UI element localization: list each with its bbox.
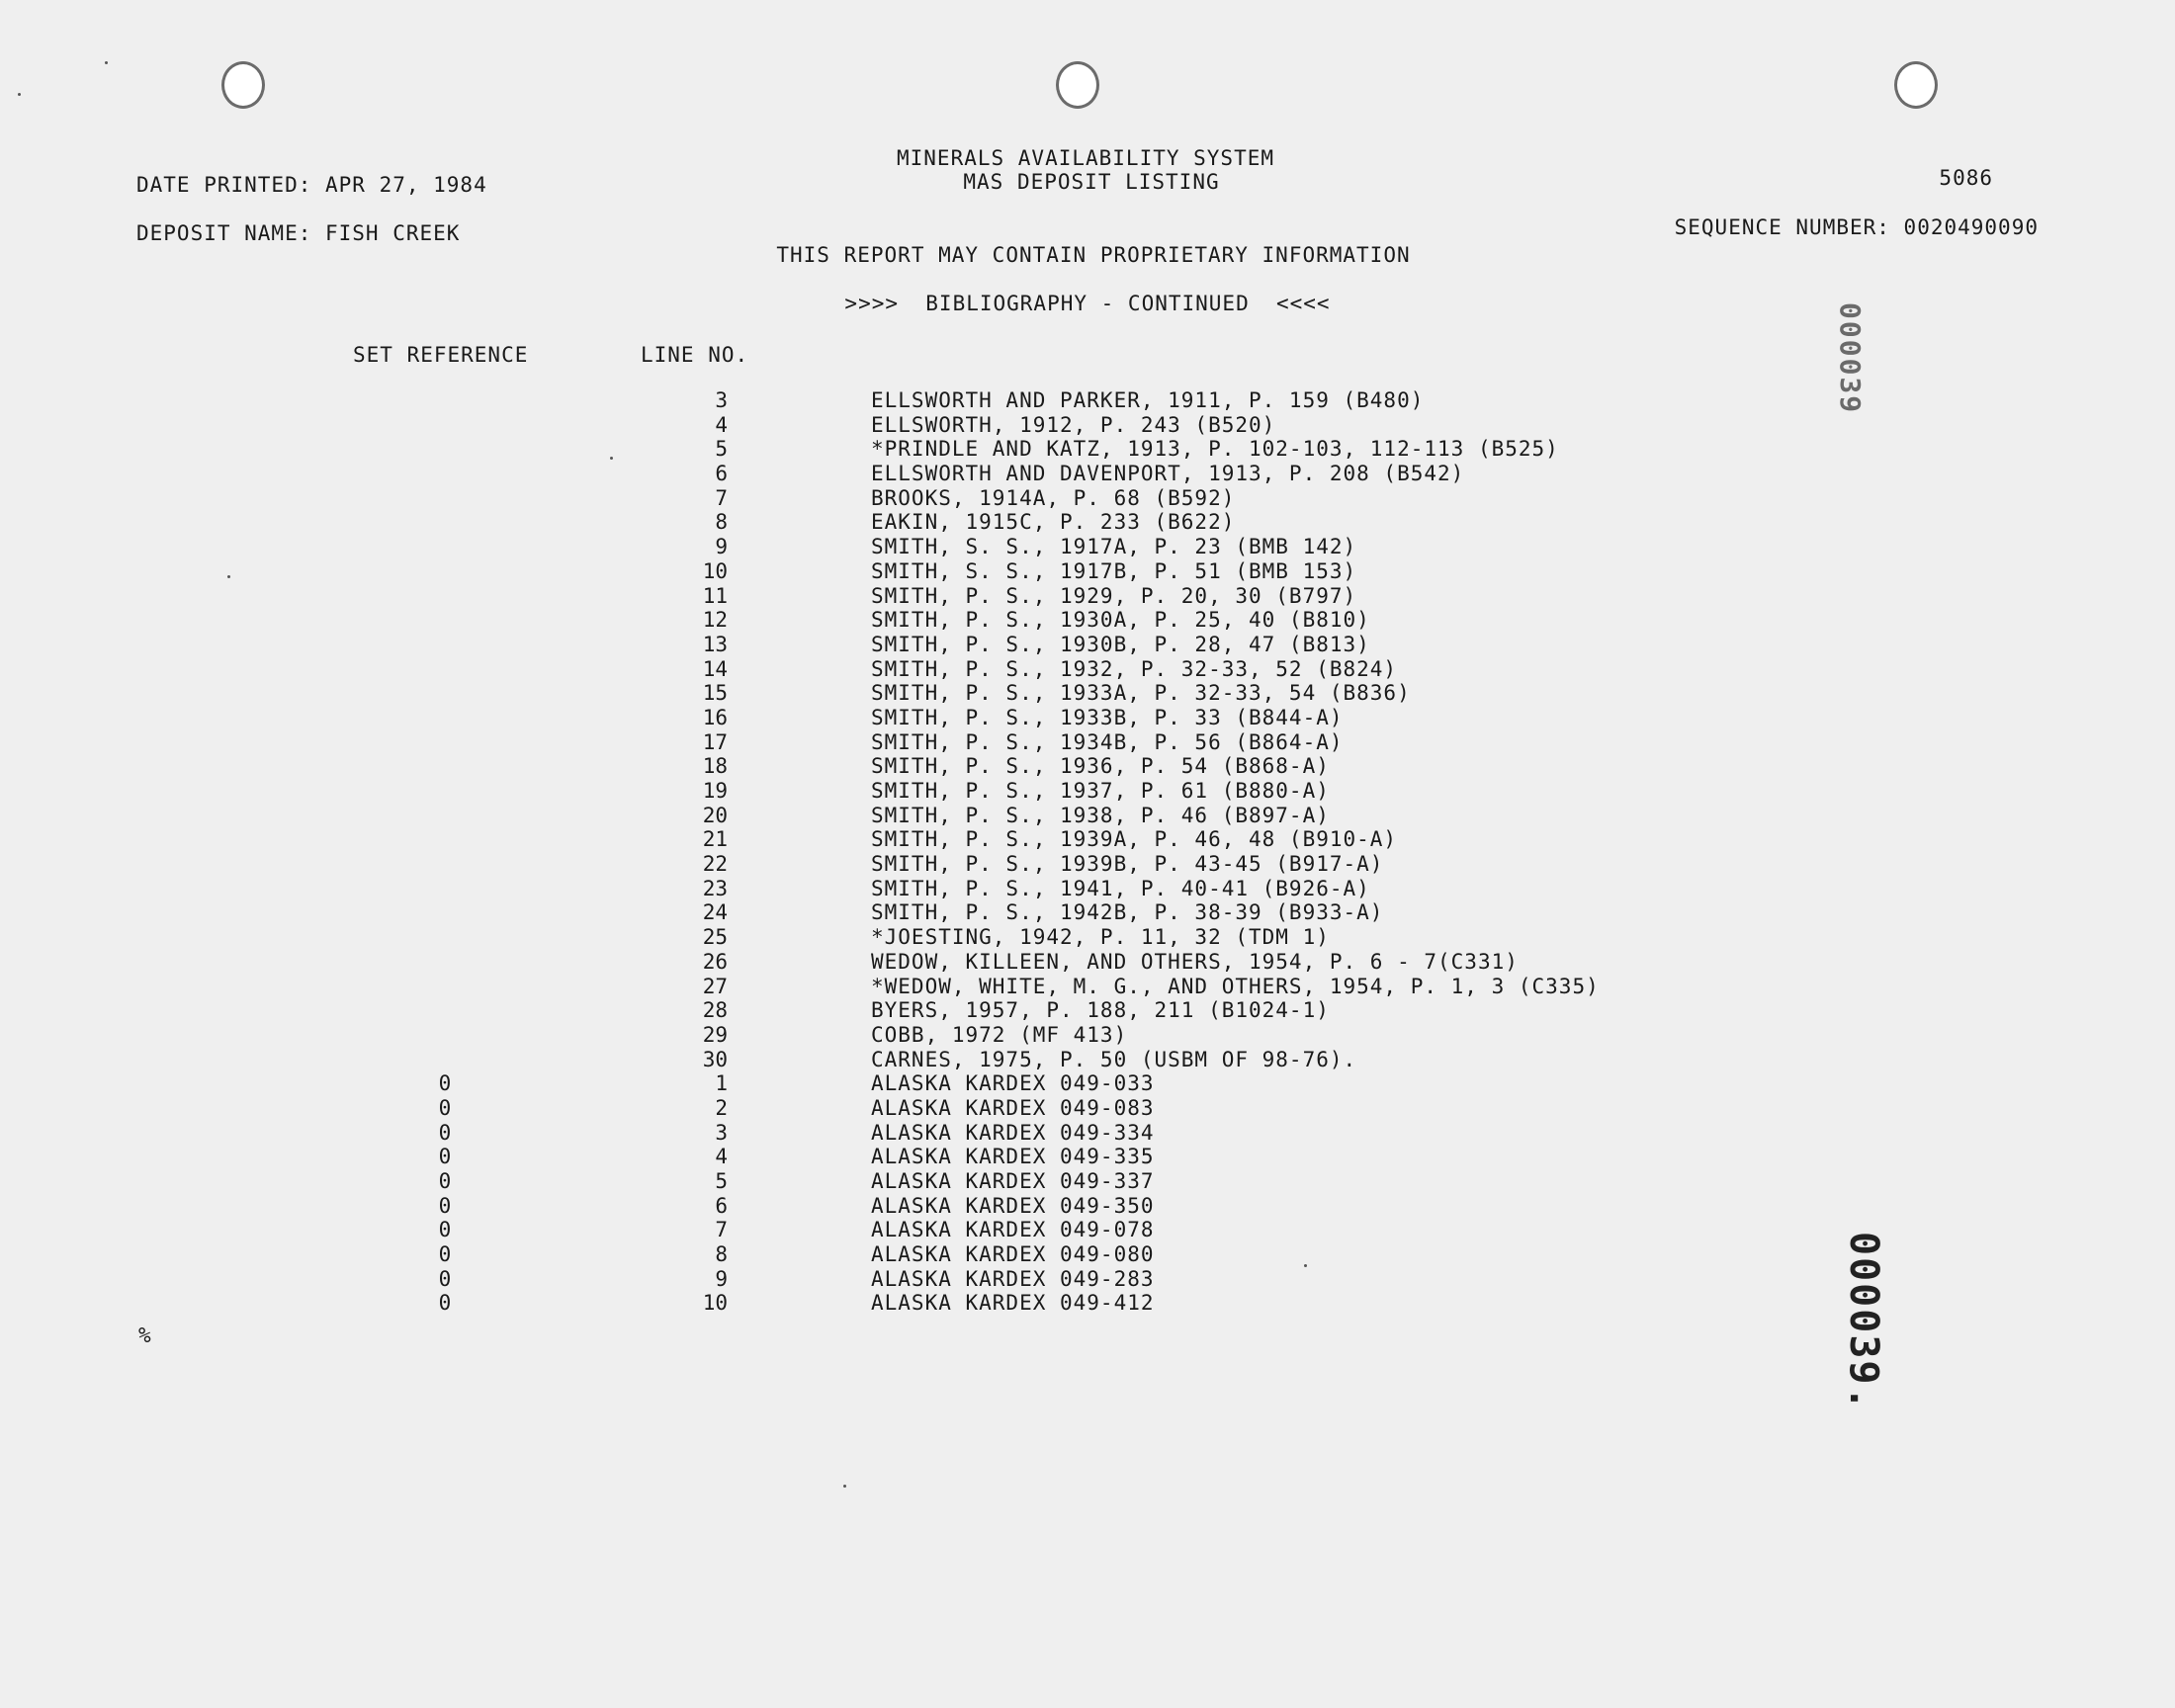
bibliography-table: [0, 388, 2175, 1316]
table-row: [0, 779, 2175, 804]
table-row: [0, 1096, 2175, 1121]
reference-cell: SMITH, P. S., 1929, P. 20, 30 (B797): [871, 583, 1357, 608]
line-number-cell: 7: [715, 1218, 728, 1242]
table-row: [0, 706, 2175, 730]
line-number-cell: 11: [702, 583, 728, 608]
reference-cell: SMITH, P. S., 1930B, P. 28, 47 (B813): [871, 632, 1370, 656]
table-row: [0, 608, 2175, 633]
table-row: [0, 1169, 2175, 1194]
sequence-number: SEQUENCE NUMBER: 0020490090: [1674, 215, 2039, 239]
table-row: [0, 633, 2175, 657]
line-number-cell: 29: [702, 1022, 728, 1047]
line-number-cell: 30: [702, 1047, 728, 1071]
line-number-cell: 12: [702, 608, 728, 633]
reference-cell: SMITH, P. S., 1936, P. 54 (B868-A): [871, 754, 1330, 779]
set-reference-cell: 0: [438, 1120, 452, 1145]
table-row: [0, 1023, 2175, 1048]
table-row: [0, 1048, 2175, 1072]
deposit-name: DEPOSIT NAME: FISH CREEK: [136, 221, 461, 245]
line-number-cell: 5: [715, 437, 728, 462]
set-reference-cell: 0: [438, 1169, 452, 1193]
table-row: [0, 535, 2175, 559]
line-number-cell: 16: [702, 705, 728, 729]
line-number-cell: 17: [702, 729, 728, 754]
line-number-cell: 18: [702, 754, 728, 779]
line-number-cell: 3: [715, 388, 728, 412]
line-number-cell: 28: [702, 998, 728, 1023]
table-row: [0, 877, 2175, 901]
table-row: [0, 437, 2175, 462]
end-mark: %: [138, 1324, 152, 1347]
punch-hole-left: [221, 61, 265, 109]
reference-cell: SMITH, P. S., 1941, P. 40-41 (B926-A): [871, 876, 1370, 900]
line-number-cell: 14: [702, 656, 728, 681]
set-reference-cell: 0: [438, 1145, 452, 1169]
reference-cell: ALASKA KARDEX 049-335: [871, 1145, 1155, 1169]
table-row: [0, 559, 2175, 584]
reference-cell: SMITH, P. S., 1930A, P. 25, 40 (B810): [871, 608, 1370, 633]
line-number-cell: 6: [715, 462, 728, 486]
line-number-cell: 15: [702, 681, 728, 706]
line-number-cell: 27: [702, 974, 728, 998]
reference-cell: WEDOW, KILLEEN, AND OTHERS, 1954, P. 6 - 7(C331): [871, 949, 1519, 974]
line-number-cell: 22: [702, 852, 728, 877]
line-number-cell: 23: [702, 876, 728, 900]
reference-cell: CARNES, 1975, P. 50 (USBM OF 98-76).: [871, 1047, 1357, 1071]
listing-title: MAS DEPOSIT LISTING: [963, 170, 1220, 194]
table-row: [0, 925, 2175, 950]
column-header-line-no: LINE NO.: [641, 343, 749, 367]
set-reference-cell: 0: [438, 1071, 452, 1096]
table-row: [0, 804, 2175, 828]
line-number-cell: 26: [702, 949, 728, 974]
reference-cell: SMITH, P. S., 1937, P. 61 (B880-A): [871, 779, 1330, 803]
table-row: [0, 486, 2175, 511]
reference-cell: *WEDOW, WHITE, M. G., AND OTHERS, 1954, P. 1, 3 (C335): [871, 974, 1600, 998]
reference-cell: SMITH, S. S., 1917A, P. 23 (BMB 142): [871, 535, 1357, 559]
punch-hole-right: [1894, 61, 1938, 109]
table-row: [0, 584, 2175, 609]
table-row: [0, 657, 2175, 682]
reference-cell: SMITH, P. S., 1939B, P. 43-45 (B917-A): [871, 852, 1384, 877]
reference-cell: SMITH, P. S., 1932, P. 32-33, 52 (B824): [871, 656, 1398, 681]
page-code: 5086: [1939, 166, 1993, 190]
table-row: [0, 852, 2175, 877]
proprietary-notice: THIS REPORT MAY CONTAIN PROPRIETARY INFORMATION: [776, 243, 1411, 267]
reference-cell: *PRINDLE AND KATZ, 1913, P. 102-103, 112-113 (B525): [871, 437, 1559, 462]
date-printed: DATE PRINTED: APR 27, 1984: [136, 173, 487, 197]
reference-cell: ALASKA KARDEX 049-083: [871, 1095, 1155, 1120]
table-row: [0, 510, 2175, 535]
table-row: [0, 827, 2175, 852]
punch-hole-center: [1056, 61, 1099, 109]
reference-cell: SMITH, P. S., 1933A, P. 32-33, 54 (B836): [871, 681, 1411, 706]
table-row: [0, 900, 2175, 925]
table-row: [0, 975, 2175, 999]
line-number-cell: 10: [702, 1291, 728, 1316]
reference-cell: ELLSWORTH AND PARKER, 1911, P. 159 (B480): [871, 388, 1425, 412]
reference-cell: ELLSWORTH AND DAVENPORT, 1913, P. 208 (B542): [871, 462, 1465, 486]
table-row: [0, 1121, 2175, 1146]
table-row: [0, 730, 2175, 755]
reference-cell: SMITH, P. S., 1942B, P. 38-39 (B933-A): [871, 900, 1384, 925]
set-reference-cell: 0: [438, 1193, 452, 1218]
table-row: [0, 413, 2175, 438]
reference-cell: ALASKA KARDEX 049-080: [871, 1242, 1155, 1267]
line-number-cell: 20: [702, 803, 728, 827]
set-reference-cell: 0: [438, 1242, 452, 1267]
table-row: [0, 754, 2175, 779]
reference-cell: ALASKA KARDEX 049-350: [871, 1193, 1155, 1218]
line-number-cell: 25: [702, 925, 728, 950]
system-title: MINERALS AVAILABILITY SYSTEM: [896, 146, 1275, 170]
set-reference-cell: 0: [438, 1095, 452, 1120]
stamp-number-bottom: 000039.: [1841, 1232, 1886, 1412]
reference-cell: SMITH, P. S., 1934B, P. 56 (B864-A): [871, 729, 1344, 754]
reference-cell: ALASKA KARDEX 049-033: [871, 1071, 1155, 1096]
line-number-cell: 19: [702, 779, 728, 803]
line-number-cell: 9: [715, 535, 728, 559]
reference-cell: BYERS, 1957, P. 188, 211 (B1024-1): [871, 998, 1330, 1023]
stamp-number-top: 000039: [1834, 302, 1867, 415]
reference-cell: ALASKA KARDEX 049-078: [871, 1218, 1155, 1242]
line-number-cell: 13: [702, 632, 728, 656]
line-number-cell: 7: [715, 485, 728, 510]
speck: [610, 457, 613, 460]
line-number-cell: 3: [715, 1120, 728, 1145]
reference-cell: EAKIN, 1915C, P. 233 (B622): [871, 510, 1236, 535]
column-header-set-reference: SET REFERENCE: [353, 343, 529, 367]
line-number-cell: 8: [715, 1242, 728, 1267]
speck: [843, 1485, 846, 1488]
line-number-cell: 2: [715, 1095, 728, 1120]
reference-cell: ALASKA KARDEX 049-412: [871, 1291, 1155, 1316]
table-row: [0, 950, 2175, 975]
set-reference-cell: 0: [438, 1266, 452, 1291]
reference-cell: ALASKA KARDEX 049-283: [871, 1266, 1155, 1291]
speck: [227, 575, 230, 578]
table-row: [0, 462, 2175, 486]
line-number-cell: 9: [715, 1266, 728, 1291]
line-number-cell: 8: [715, 510, 728, 535]
line-number-cell: 24: [702, 900, 728, 925]
line-number-cell: 21: [702, 827, 728, 852]
line-number-cell: 4: [715, 1145, 728, 1169]
table-row: [0, 1071, 2175, 1096]
reference-cell: SMITH, P. S., 1938, P. 46 (B897-A): [871, 803, 1330, 827]
speck: [18, 93, 21, 96]
set-reference-cell: 0: [438, 1218, 452, 1242]
line-number-cell: 6: [715, 1193, 728, 1218]
table-row: [0, 1145, 2175, 1169]
reference-cell: *JOESTING, 1942, P. 11, 32 (TDM 1): [871, 925, 1330, 950]
reference-cell: SMITH, P. S., 1933B, P. 33 (B844-A): [871, 705, 1344, 729]
table-row: [0, 681, 2175, 706]
table-row: [0, 998, 2175, 1023]
line-number-cell: 4: [715, 412, 728, 437]
line-number-cell: 1: [715, 1071, 728, 1096]
speck: [1304, 1264, 1307, 1267]
reference-cell: ELLSWORTH, 1912, P. 243 (B520): [871, 412, 1276, 437]
line-number-cell: 10: [702, 558, 728, 583]
reference-cell: ALASKA KARDEX 049-334: [871, 1120, 1155, 1145]
table-row: [0, 1194, 2175, 1219]
set-reference-cell: 0: [438, 1291, 452, 1316]
reference-cell: ALASKA KARDEX 049-337: [871, 1169, 1155, 1193]
line-number-cell: 5: [715, 1169, 728, 1193]
reference-cell: COBB, 1972 (MF 413): [871, 1022, 1128, 1047]
reference-cell: BROOKS, 1914A, P. 68 (B592): [871, 485, 1236, 510]
reference-cell: SMITH, S. S., 1917B, P. 51 (BMB 153): [871, 558, 1357, 583]
reference-cell: SMITH, P. S., 1939A, P. 46, 48 (B910-A): [871, 827, 1398, 852]
section-title: >>>> BIBLIOGRAPHY - CONTINUED <<<<: [844, 292, 1331, 315]
speck: [105, 61, 108, 64]
